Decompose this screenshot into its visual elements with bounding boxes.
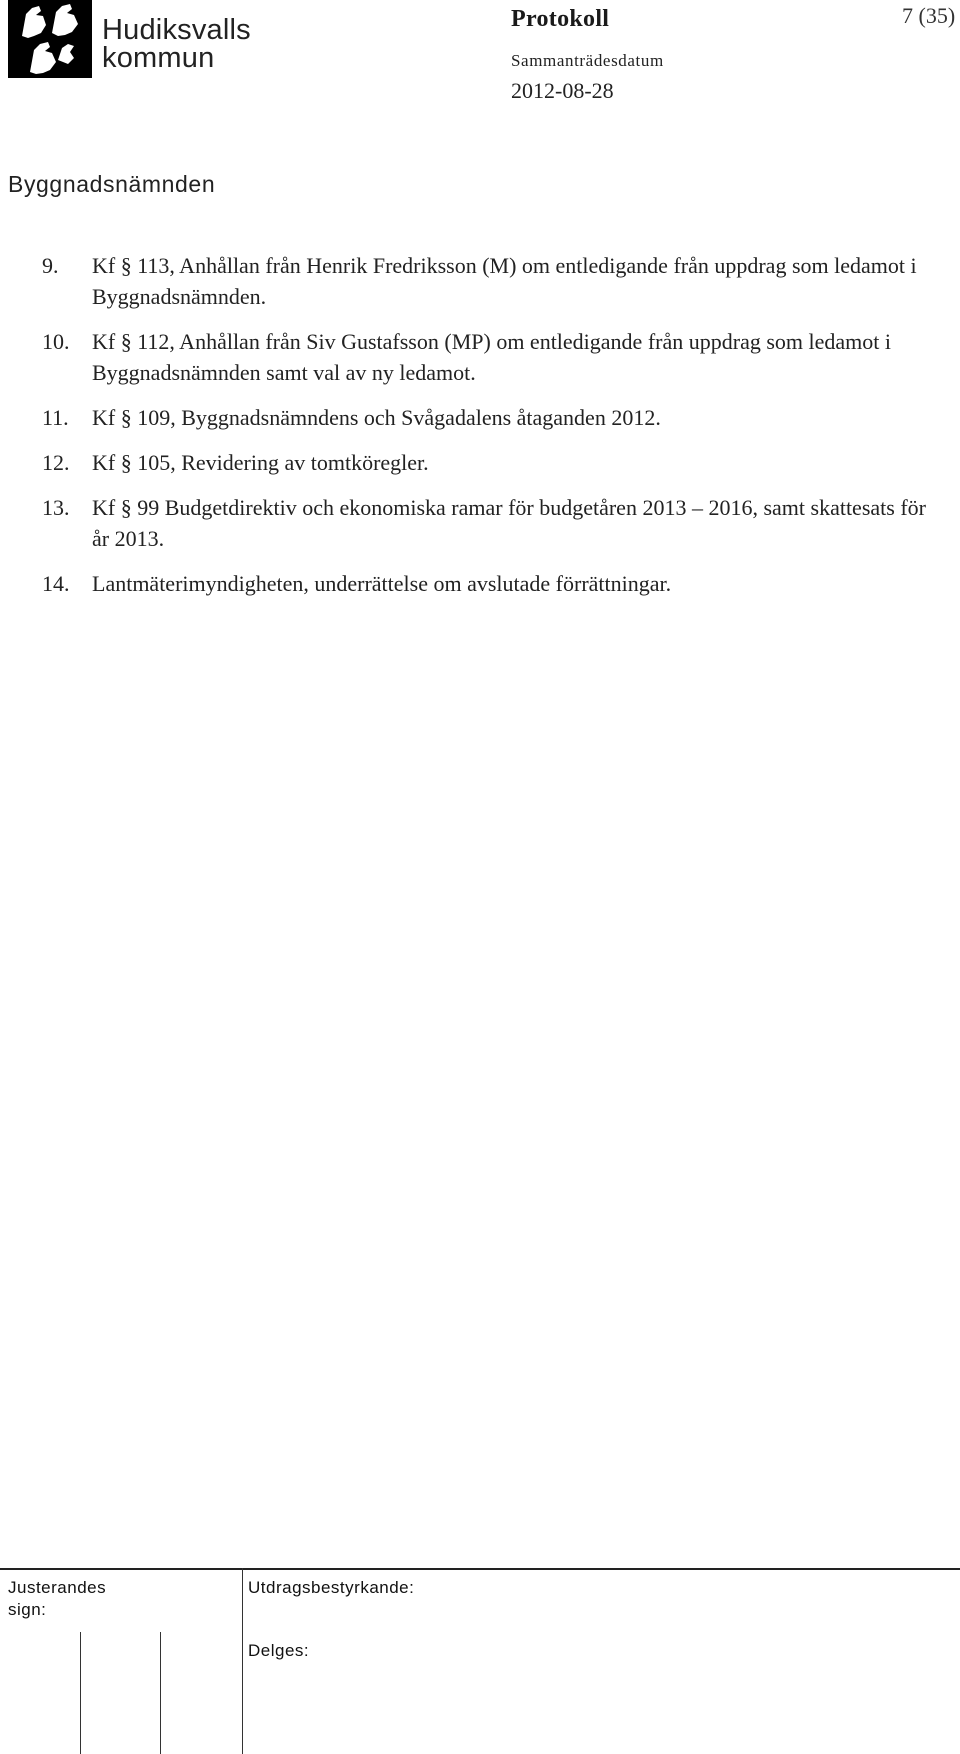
agenda-item-number: 10. bbox=[42, 329, 70, 354]
agenda-item-number: 13. bbox=[42, 495, 70, 520]
agenda-item bbox=[42, 250, 942, 312]
agenda-item-number: 12. bbox=[42, 450, 70, 475]
agenda-item-text: Kf § 109, Byggnadsnämndens och Svågadalens åtaganden 2012. bbox=[92, 405, 661, 430]
agenda-item bbox=[42, 447, 942, 478]
meeting-date: 2012-08-28 bbox=[511, 78, 614, 103]
agenda-item-text: Kf § 113, Anhållan från Henrik Fredriksson (M) om entledigande från uppdrag som ledamot i Byggnadsnämnden. bbox=[92, 253, 917, 309]
footer-column-divider bbox=[242, 1568, 243, 1754]
goat-emblem-icon bbox=[8, 0, 92, 78]
committee-name: Byggnadsnämnden bbox=[8, 171, 216, 197]
delges-label: Delges: bbox=[248, 1641, 310, 1660]
municipality-logo bbox=[8, 0, 258, 80]
sign-box-divider bbox=[160, 1632, 161, 1754]
page-number: 7 (35) bbox=[902, 3, 956, 28]
logo-text bbox=[102, 16, 251, 72]
agenda-list bbox=[42, 250, 942, 613]
sign-box-divider bbox=[80, 1632, 81, 1754]
agenda-item bbox=[42, 568, 942, 599]
logo-line-1: Hudiksvalls bbox=[102, 14, 251, 46]
agenda-item-text: Kf § 99 Budgetdirektiv och ekonomiska ramar för budgetåren 2013 – 2016, samt skattesats för år 2013. bbox=[92, 495, 926, 551]
agenda-item-number: 9. bbox=[42, 253, 59, 278]
utdragsbestyrkande-label: Utdragsbestyrkande: bbox=[248, 1578, 415, 1597]
agenda-item bbox=[42, 492, 942, 554]
justerandes-label: Justerandes bbox=[8, 1578, 107, 1597]
agenda-item-text: Lantmäterimyndigheten, underrättelse om avslutade förrättningar. bbox=[92, 571, 672, 596]
document-title: Protokoll bbox=[511, 6, 610, 32]
agenda-item-text: Kf § 105, Revidering av tomtköregler. bbox=[92, 450, 429, 475]
meeting-date-label: Sammanträdesdatum bbox=[511, 51, 664, 70]
agenda-item bbox=[42, 402, 942, 433]
agenda-item-text: Kf § 112, Anhållan från Siv Gustafsson (MP) om entledigande från uppdrag som ledamot i Byggnadsnämnden samt val av ny ledamot. bbox=[92, 329, 891, 385]
agenda-item bbox=[42, 326, 942, 388]
footer-divider bbox=[0, 1568, 960, 1570]
logo-line-2: kommun bbox=[102, 42, 215, 74]
agenda-item-number: 14. bbox=[42, 571, 70, 596]
sign-label: sign: bbox=[8, 1600, 47, 1619]
signature-footer bbox=[0, 1564, 960, 1754]
agenda-item-number: 11. bbox=[42, 405, 69, 430]
